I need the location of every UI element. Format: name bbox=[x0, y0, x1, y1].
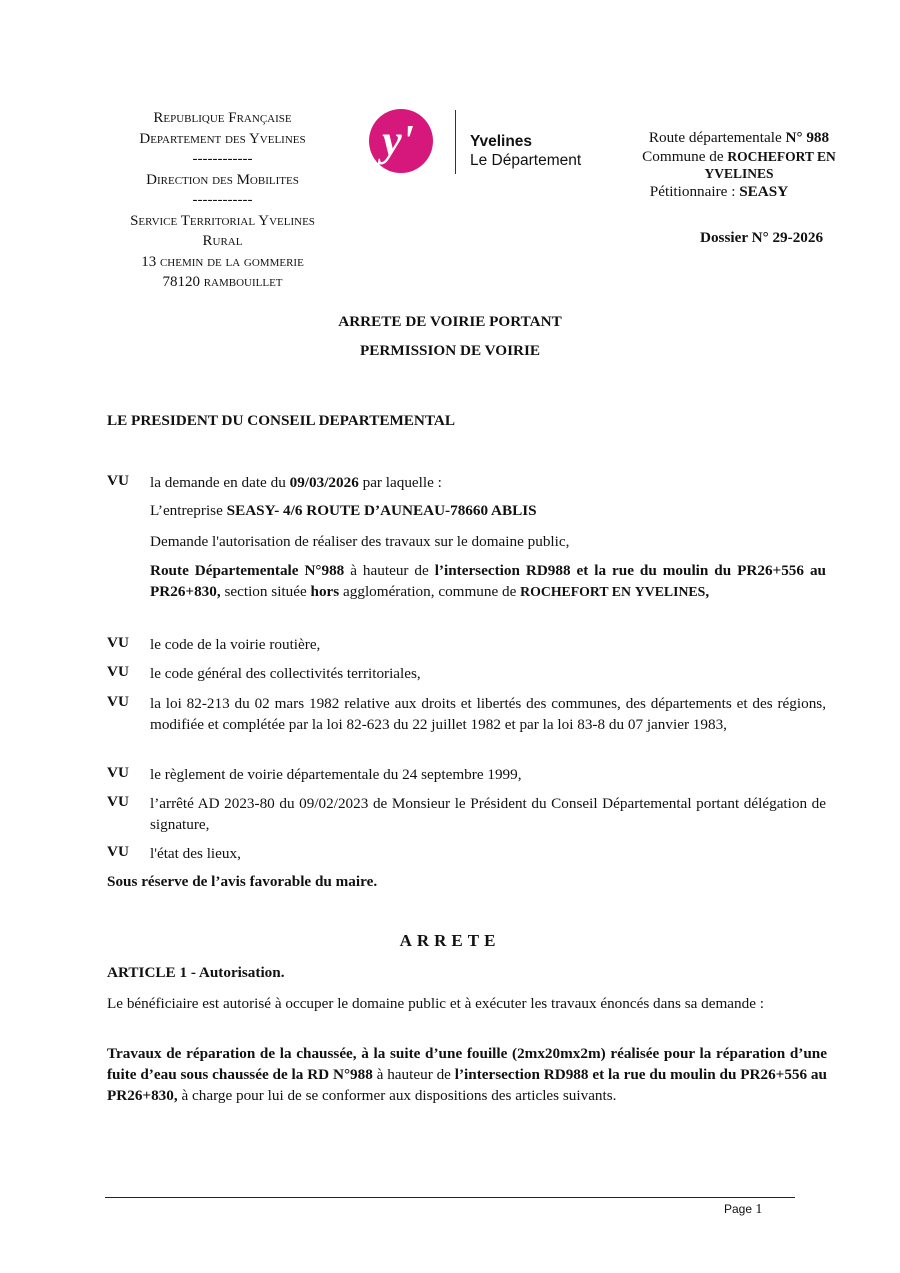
vu-label: VU bbox=[107, 793, 129, 810]
route-line bbox=[608, 128, 870, 147]
page-label: Page bbox=[724, 1202, 756, 1216]
text: agglomération, commune de bbox=[339, 583, 521, 600]
president-heading: LE PRESIDENT DU CONSEIL DEPARTEMENTAL bbox=[107, 412, 456, 429]
text: par laquelle : bbox=[358, 474, 442, 491]
header-separator: ------------ bbox=[192, 192, 253, 208]
petitionnaire-line bbox=[608, 182, 870, 201]
route-description bbox=[150, 560, 826, 602]
logo-subtitle: Le Département bbox=[470, 152, 582, 169]
text: à charge pour lui de se conformer aux dispositions des articles suivants. bbox=[177, 1087, 617, 1104]
entreprise-name: SEASY- 4/6 ROUTE D’AUNEAU-78660 ABLIS bbox=[226, 502, 537, 519]
header-service: Service Territorial Yvelines bbox=[130, 212, 315, 229]
travaux-bold: Travaux de réparation de la chaussée, à la suite d’une fouille (2mx20mx2m) réalisée pour la réparation d’une fuite d’eau sous chaussée de la RD N°988 bbox=[107, 1045, 827, 1083]
header-rural: Rural bbox=[202, 233, 243, 249]
commune-label: Commune de bbox=[642, 148, 728, 165]
text: section située bbox=[220, 583, 311, 600]
page-title: ARRETE DE VOIRIE PORTANT bbox=[338, 313, 562, 330]
footer-rule bbox=[105, 1197, 795, 1198]
text: à hauteur de bbox=[372, 1066, 455, 1083]
travaux-description bbox=[107, 1043, 827, 1106]
vu-label: VU bbox=[107, 693, 129, 710]
vu-etat-lieux: l'état des lieux, bbox=[150, 845, 241, 862]
logo-text bbox=[470, 132, 581, 170]
yvelines-logo bbox=[368, 108, 440, 179]
vu-reglement: le règlement de voirie départementale du 24 septembre 1999, bbox=[150, 766, 522, 783]
route-label: Route départementale bbox=[648, 129, 786, 146]
text: la demande en date du bbox=[150, 474, 290, 491]
header-left bbox=[90, 108, 355, 293]
header-right bbox=[608, 128, 870, 201]
vu-label: VU bbox=[107, 764, 129, 781]
dossier-number: Dossier N° 29-2026 bbox=[700, 229, 824, 246]
logo-divider bbox=[455, 110, 456, 174]
hors: hors bbox=[310, 583, 340, 600]
intersection: l’intersection RD988 et la rue du moulin du PR26+556 au PR26+830, bbox=[150, 562, 826, 600]
route-name: Route Départementale N°988 bbox=[150, 562, 345, 579]
vu-loi: la loi 82-213 du 02 mars 1982 relative aux droits et libertés des communes, des départements et des régions, modifiée et complétée par la loi 82-623 du 22 juillet 1982 et par la loi 83-8 du 07 janvier 1983, bbox=[150, 695, 826, 733]
vu-label: VU bbox=[107, 663, 129, 680]
commune-name: ROCHEFORT EN bbox=[727, 149, 836, 164]
petitionnaire-value: SEASY bbox=[739, 183, 789, 200]
arrete-heading: ARRETE bbox=[399, 931, 501, 950]
reserve-maire: Sous réserve de l’avis favorable du maire. bbox=[107, 873, 378, 890]
logo-name: Yvelines bbox=[470, 133, 533, 150]
commune-line bbox=[608, 147, 870, 166]
demande-line: Demande l'autorisation de réaliser des travaux sur le domaine public, bbox=[150, 533, 570, 550]
travaux-intersection: l’intersection RD988 et la rue du moulin du PR26+556 au PR26+830, bbox=[107, 1066, 827, 1104]
vu-label: VU bbox=[107, 472, 129, 489]
text: à hauteur de bbox=[344, 562, 435, 579]
header-city: 78120 rambouillet bbox=[162, 274, 283, 290]
vu-arrete: l’arrêté AD 2023-80 du 09/02/2023 de Monsieur le Président du Conseil Départemental portant délégation de signature, bbox=[150, 795, 826, 833]
route-number: N° 988 bbox=[785, 129, 830, 146]
commune: ROCHEFORT EN bbox=[520, 584, 631, 599]
vu-label: VU bbox=[107, 843, 129, 860]
page-num: 1 bbox=[755, 1202, 763, 1217]
article1-title: ARTICLE 1 - Autorisation. bbox=[107, 964, 285, 981]
vu-code-collectivites: le code général des collectivités territoriales, bbox=[150, 665, 421, 682]
vu-code-voirie: le code de la voirie routière, bbox=[150, 636, 321, 653]
svg-text:y': y' bbox=[382, 116, 414, 165]
yvelines-logo-icon bbox=[368, 108, 440, 174]
commune-2: YVELINES bbox=[634, 584, 706, 599]
vu-label: VU bbox=[107, 634, 129, 651]
header-departement: Departement des Yvelines bbox=[139, 130, 306, 147]
header-direction: Direction des Mobilites bbox=[146, 171, 299, 188]
commune-name-2: YVELINES bbox=[704, 166, 774, 181]
page-title-2: PERMISSION DE VOIRIE bbox=[359, 342, 541, 359]
demande-date: 09/03/2026 bbox=[289, 474, 359, 491]
page-number bbox=[724, 1202, 762, 1218]
header-address: 13 chemin de la gommerie bbox=[141, 253, 304, 270]
entreprise-line bbox=[150, 500, 826, 521]
header-republique: Republique Française bbox=[153, 110, 292, 126]
vu-demande bbox=[150, 472, 826, 493]
text: L’entreprise bbox=[150, 502, 227, 519]
petitionnaire-label: Pétitionnaire : bbox=[649, 183, 740, 200]
text: , bbox=[705, 583, 710, 600]
header-separator: ------------ bbox=[192, 151, 253, 167]
article1-intro: Le bénéficiaire est autorisé à occuper le domaine public et à exécuter les travaux énoncés dans sa demande : bbox=[107, 995, 764, 1012]
